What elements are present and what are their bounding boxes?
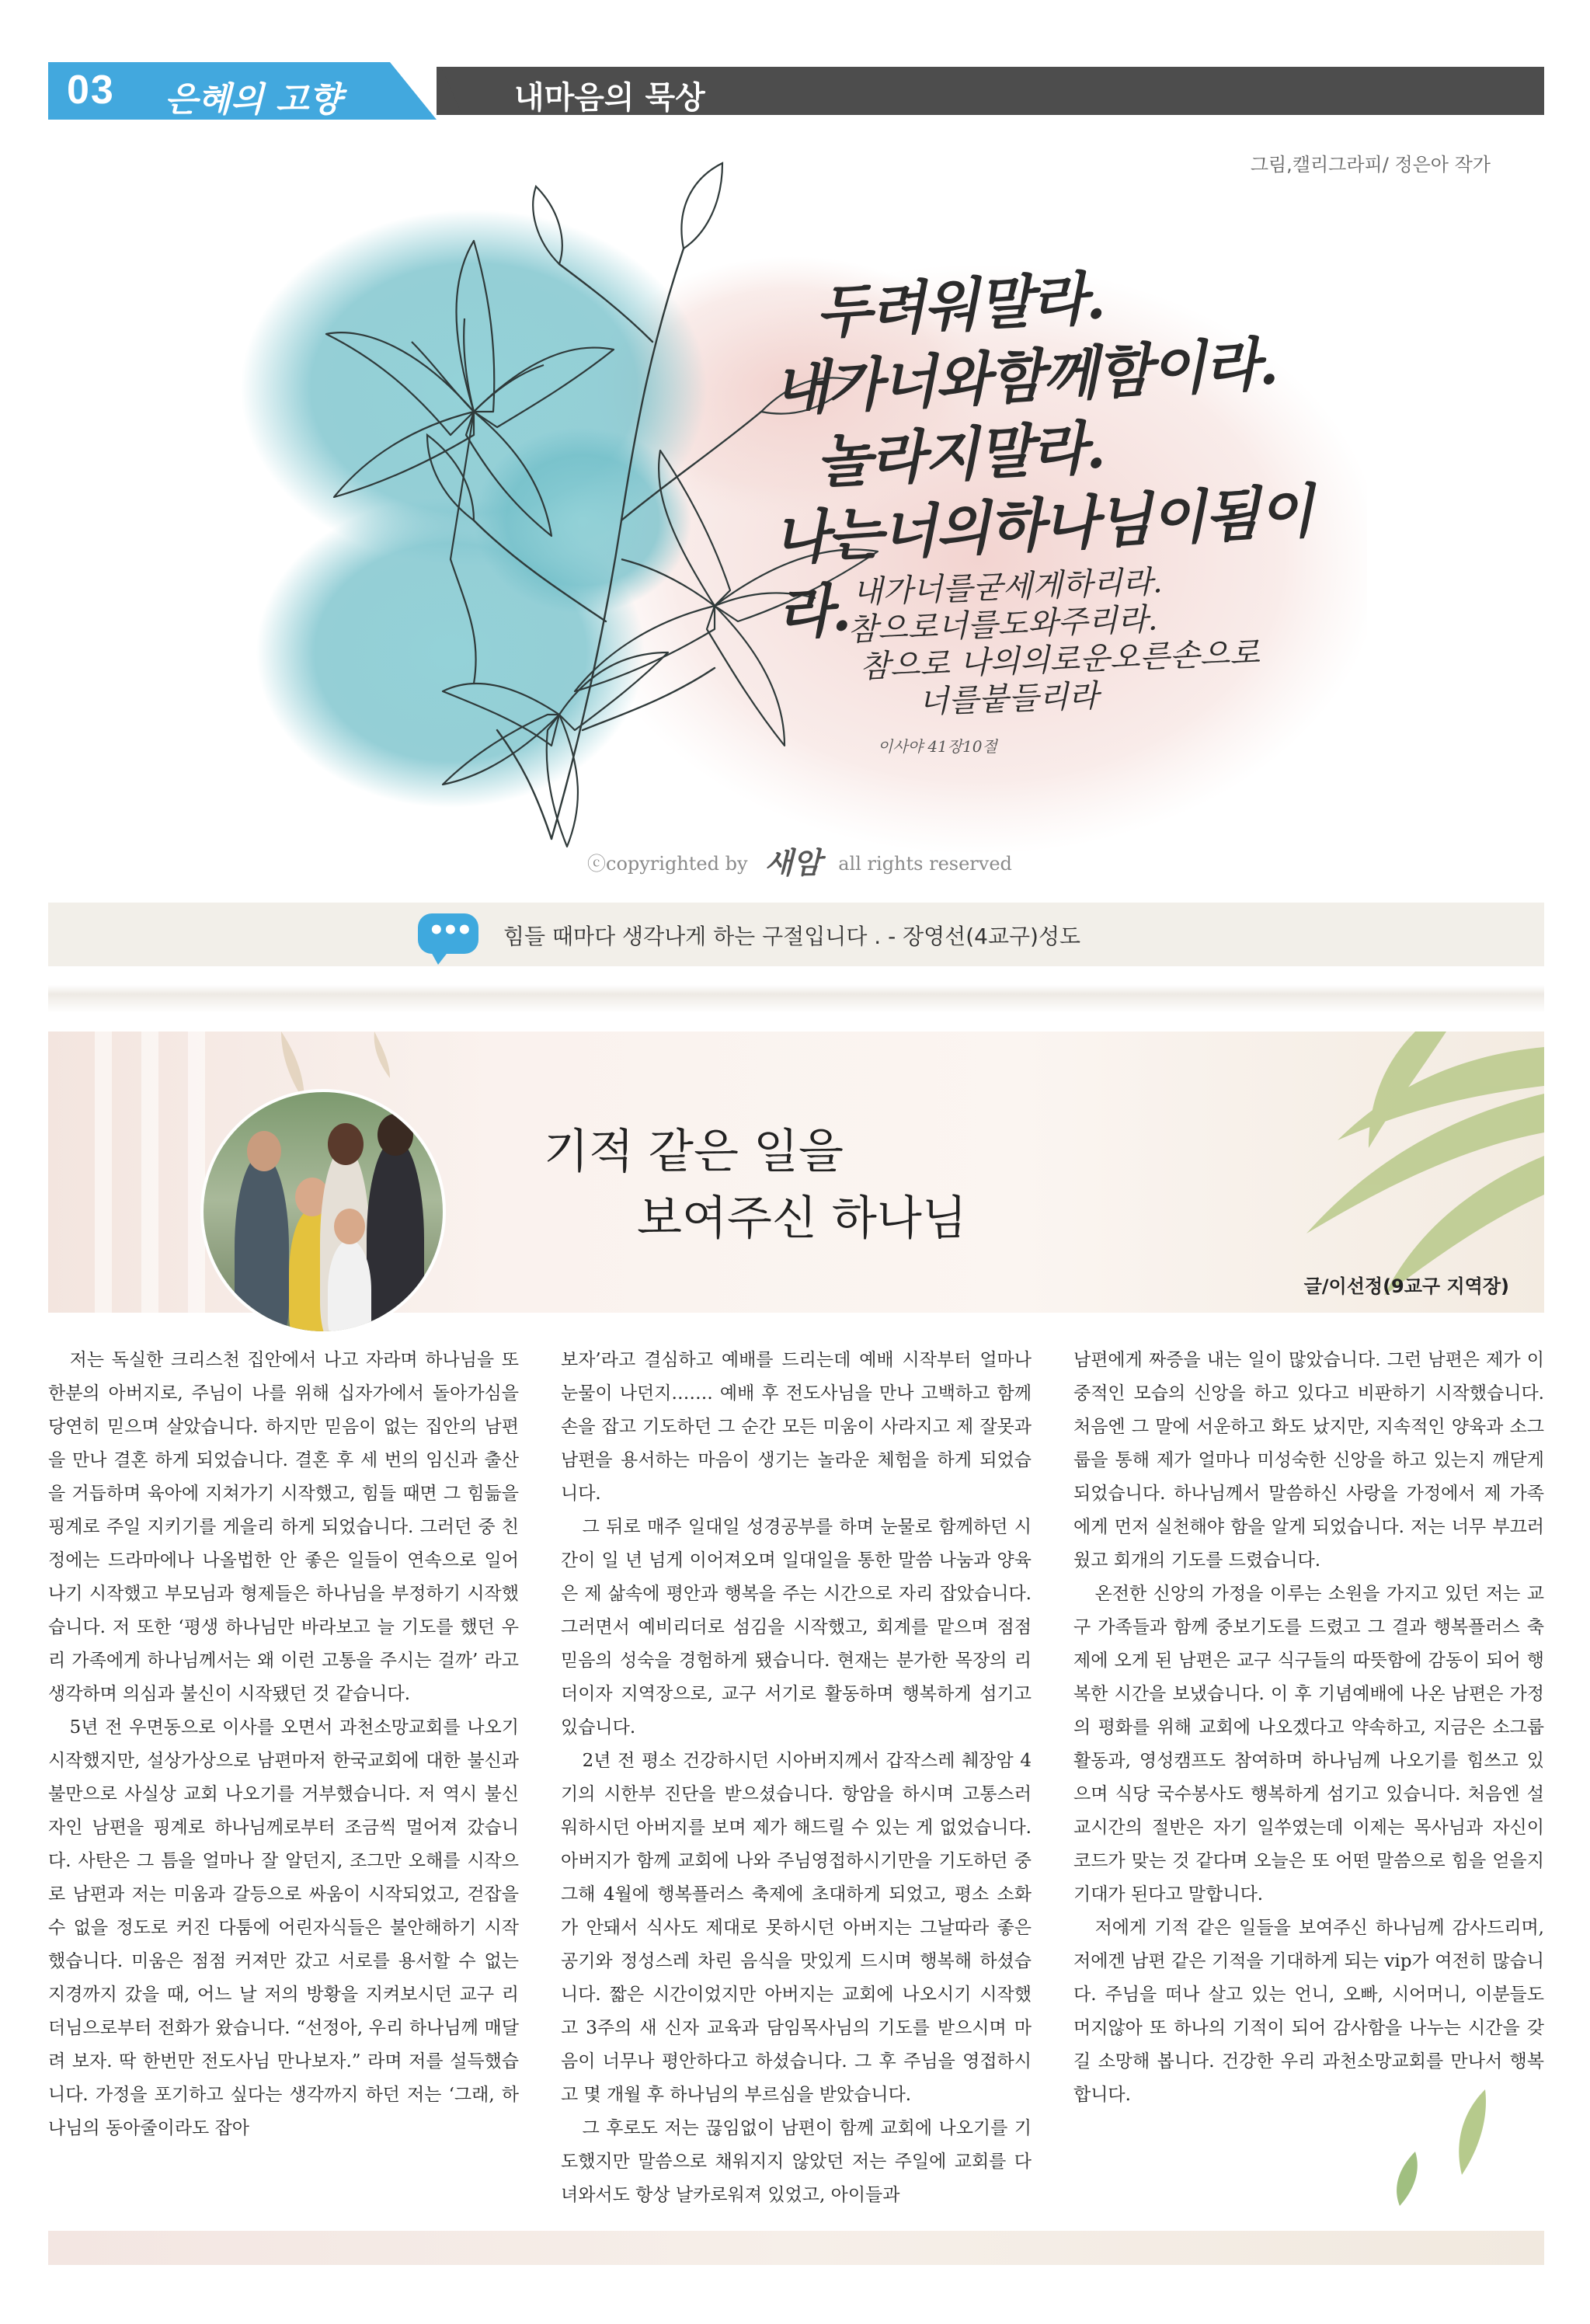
text-column-1 [48, 1344, 519, 2145]
verse-reference: 이사야 41장10절 [878, 737, 997, 756]
copyright-prefix: ⓒcopyrighted by [587, 853, 748, 875]
paragraph: 온전한 신앙의 가정을 이루는 소원을 가지고 있던 저는 교구 가족들과 함께 중보기도를 드렸고 그 결과 행복플러스 축제에 오게 된 남편은 교구 식구들의 따뜻함에 감동이 되어 행복한 시간을 보냈습니다. 이 후 기념예배에 나온 남편은 가정의 평화를 위해 교회에 나오겠다고 약속하고, 지금은 소그룹활동과, 영성캠프도 참여하며 하나님께 나오기를 힘쓰고 있으며 식당 국수봉사도 행복하게 섬기고 있습니다. 처음엔 설교시간의 절반은 자기 일쑤였는데 이제는 목사님과 자신이 코드가 맞는 것 같다며 오늘은 또 어떤 말씀으로 힘을 얻을지 기대가 된다고 말합니다. [1073, 1584, 1544, 1905]
comment-strip [48, 903, 1544, 966]
text-column-3 [1073, 1344, 1544, 2112]
calligraphy-artwork [217, 155, 1367, 878]
calligraphy-sub-line-4: 너를붙들리라 [917, 678, 1100, 721]
section-title: 은혜의 고향 [165, 80, 342, 120]
paragraph: 보자’라고 결심하고 예배를 드리는데 예배 시작부터 얼마나 눈물이 나던지……. 예배 후 전도사님을 만나 고백하고 함께 손을 잡고 기도하던 그 순간 모든 미움이 사라지고 제 잘못과 남편을 용서하는 마음이 생기는 놀라운 체험을 하게 되었습니다. [561, 1350, 1032, 1504]
paragraph: 저는 독실한 크리스천 집안에서 나고 자라며 하나님을 또 한분의 아버지로, 주님이 나를 위해 십자가에서 돌아가심을 당연히 믿으며 살았습니다. 하지만 믿음이 없는 집안의 남편을 만나 결혼 하게 되었습니다. 결혼 후 세 번의 임신과 출산을 거듭하며 육아에 지쳐가기 시작했고, 힘들 때면 그 힘듦을 핑계로 주일 지키기를 게을리 하게 되었습니다. 그러던 중 친정에는 드라마에나 나올법한 안 좋은 일들이 연속으로 일어나기 시작했고 부모님과 형제들은 하나님을 부정하기 시작했습니다. 저 또한 ‘평생 하나님만 바라보고 늘 기도를 했던 우리 가족에게 하나님께서는 왜 이런 고통을 주시는 걸까’ 라고 생각하며 의심과 불신이 시작됐던 것 같습니다. [48, 1350, 519, 1704]
comment-text: 힘들 때마다 생각나게 하는 구절입니다 . - 장영선(4교구)성도 [503, 924, 1081, 949]
divider-shadow [48, 966, 1544, 1013]
story-title-line-2: 보여주신 하나님 [637, 1192, 967, 1246]
paragraph: 5년 전 우면동으로 이사를 오면서 과천소망교회를 나오기 시작했지만, 설상가상으로 남편마저 한국교회에 대한 불신과 불만으로 사실상 교회 나오기를 거부했습니다. 저 역시 불신자인 남편을 핑계로 하나님께로부터 조금씩 멀어져 갔습니다. 사탄은 그 틈을 얼마나 잘 알던지, 조그만 오해를 시작으로 남편과 저는 미움과 갈등으로 싸움이 시작되었고, 걷잡을 수 없을 정도로 커진 다툼에 어린자식들은 불안해하기 시작했습니다. 미움은 점점 커져만 갔고 서로를 용서할 수 없는 지경까지 갔을 때, 어느 날 저의 방황을 지켜보시던 교구 리더님으로부터 전화가 왔습니다. “선정아, 우리 하나님께 매달려 보자. 딱 한번만 전도사님 만나보자.” 라며 저를 설득했습니다. 가정을 포기하고 싶다는 생각까지 하던 저는 ‘그래, 하나님의 동아줄이라도 잡아 [48, 1717, 519, 2138]
speech-bubble-icon: • • • [418, 913, 478, 954]
paragraph: 그 뒤로 매주 일대일 성경공부를 하며 눈물로 함께하던 시간이 일 년 넘게 이어져오며 일대일을 통한 말씀 나눔과 양육은 제 삶속에 평안과 행복을 주는 시간으로 자리 잡았습니다. 그러면서 예비리더로 섬김을 시작했고, 회계를 맡으며 점점 믿음의 성숙을 경험하게 됐습니다. 현재는 분가한 목장의 리더이자 지역장으로, 교구 서기로 활동하며 행복하게 섬기고 있습니다. [561, 1517, 1032, 1738]
section-header [48, 62, 1544, 120]
story-title [544, 1119, 967, 1252]
artist-signature: 새암 [764, 845, 822, 880]
story-body [48, 1344, 1544, 2223]
family-photo [200, 1089, 446, 1334]
story-author: 글/이선정(9교구 지역장) [1303, 1275, 1509, 1297]
story-title-line-1: 기적 같은 일을 [544, 1125, 844, 1179]
section-number: 03 [67, 68, 115, 113]
copyright-suffix: all rights reserved [838, 853, 1012, 875]
paragraph: 남편에게 짜증을 내는 일이 많았습니다. 그런 남편은 제가 이중적인 모습의 신앙을 하고 있다고 비판하기 시작했습니다. 처음엔 그 말에 서운하고 화도 났지만, 지속적인 양육과 소그룹을 통해 제가 얼마나 미성숙한 신앙을 하고 있는지 깨닫게 되었습니다. 하나님께서 말씀하신 사랑을 가정에서 제 가족에게 먼저 실천해야 함을 알게 되었습니다. 저는 너무 부끄러웠고 회개의 기도를 드렸습니다. [1073, 1350, 1544, 1571]
paragraph: 2년 전 평소 건강하시던 시아버지께서 갑작스레 췌장암 4기의 시한부 진단을 받으셨습니다. 항암을 하시며 고통스러워하시던 아버지를 보며 제가 해드릴 수 있는 게 없었습니다. 아버지가 함께 교회에 나와 주님영접하시기만을 기도하던 중 그해 4월에 행복플러스 축제에 초대하게 되었고, 평소 소화가 안돼서 식사도 제대로 못하시던 아버지는 그날따라 좋은 공기와 정성스레 차린 음식을 맛있게 드시며 행복해 하셨습니다. 짧은 시간이었지만 아버지는 교회에 나오시기 시작했고 3주의 새 신자 교육과 담임목사님의 기도를 받으시며 마음이 너무나 평안하다고 하셨습니다. 그 후 주님을 영접하시고 몇 개월 후 하나님의 부르심을 받았습니다. [561, 1751, 1032, 2105]
calligraphy-line-4: 나는너의하나님이됨이라. [771, 478, 1314, 648]
calligraphy-sub-line-3: 참으로 나의의로운오른손으로 [859, 635, 1261, 685]
paragraph: 저에게 기적 같은 일들을 보여주신 하나님께 감사드리며, 저에겐 남편 같은 기적을 기대하게 되는 vip가 여전히 많습니다. 주님을 떠나 살고 있는 언니, 오빠, 시어머니, 이분들도 머지않아 또 하나의 기적이 되어 감사함을 나누는 시간을 갖길 소망해 봅니다. 건강한 우리 과천소망교회를 만나서 행복합니다. [1073, 1918, 1544, 2105]
page-title: 내마음의 묵상 [514, 80, 705, 116]
artwork-credit: 그림,캘리그라피/ 정은아 작가 [1250, 154, 1491, 176]
calligraphy-sub-line-2: 참으로너를도와주리라. [847, 601, 1159, 649]
paragraph: 그 후로도 저는 끊임없이 남편이 함께 교회에 나오기를 기도했지만 말씀으로 채워지지 않았던 저는 주일에 교회를 다녀와서도 항상 날카로워져 있었고, 아이들과 [561, 2118, 1032, 2205]
leaf-decoration [1369, 2066, 1524, 2221]
calligraphy-line-2: 내가너와함께함이라. [771, 330, 1279, 424]
text-column-2 [561, 1344, 1032, 2212]
calligraphy-line-3: 놀라지말라. [814, 414, 1106, 496]
calligraphy-sub-verse [847, 560, 1261, 723]
bottom-decorative-band [48, 2231, 1544, 2265]
copyright-line [587, 839, 1012, 882]
calligraphy-sub-line-1: 내가너를굳세게하리라. [851, 564, 1164, 611]
calligraphy-line-1: 두려워말라. [814, 265, 1106, 347]
